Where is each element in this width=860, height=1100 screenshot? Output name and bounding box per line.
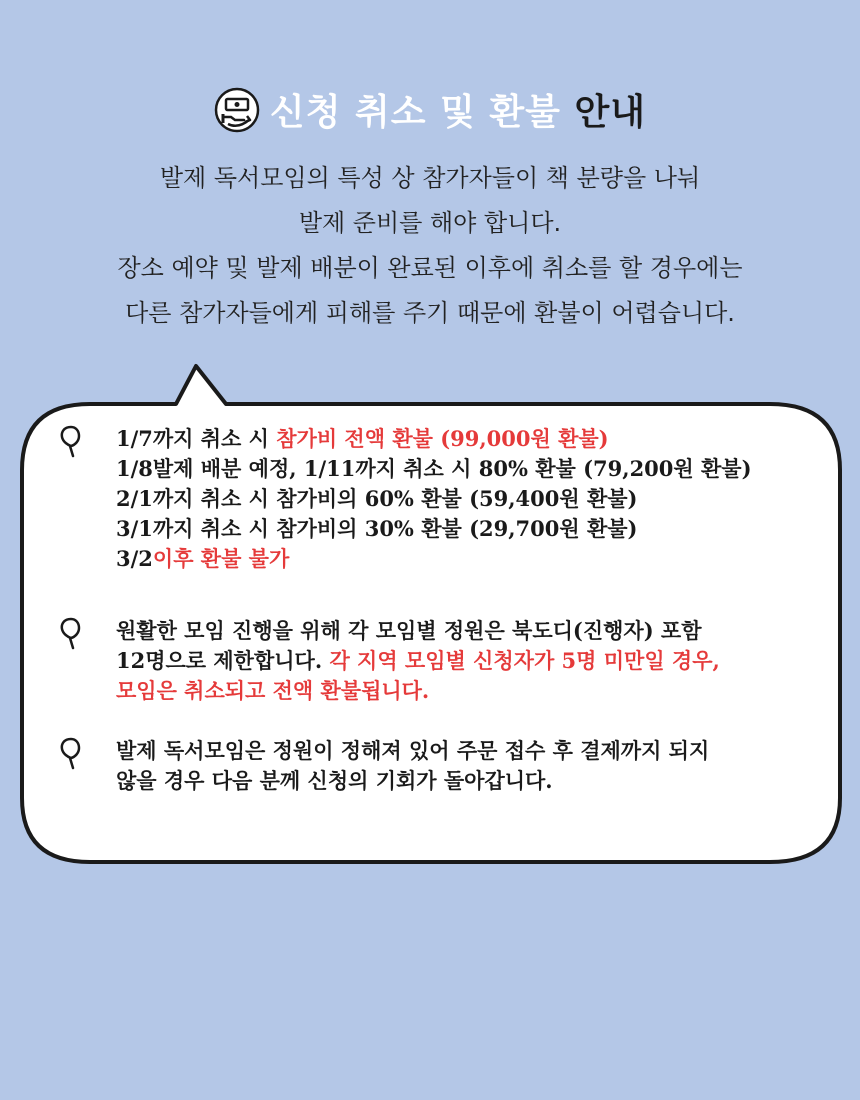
capacity-limit: 12명으로 제한합니다.	[116, 648, 330, 673]
refund-item: 1/8발제 배분 예정, 1/11까지 취소 시 80% 환불 (79,200원 환불)	[116, 456, 752, 481]
refund-none: 이후 환불 불가	[152, 546, 290, 571]
pin-icon	[58, 616, 84, 650]
pin-icon	[58, 424, 84, 458]
payment-notice	[58, 736, 818, 796]
capacity-line	[116, 646, 818, 676]
pin-icon	[58, 736, 84, 770]
intro-text	[0, 156, 860, 336]
intro-line: 다른 참가자들에게 피해를 주기 때문에 환불이 어렵습니다.	[125, 299, 735, 327]
refund-money-icon	[214, 87, 260, 133]
capacity-line: 원활한 모임 진행을 위해 각 모임별 정원은 북도디(진행자) 포함	[116, 618, 702, 643]
refund-deadline: 1/7까지 취소 시	[116, 426, 277, 451]
intro-line: 장소 예약 및 발제 배분이 완료된 이후에 취소를 할 경우에는	[117, 254, 743, 282]
refund-deadline: 3/2	[116, 546, 153, 571]
intro-line: 발제 준비를 해야 합니다.	[298, 209, 562, 237]
payment-line: 않을 경우 다음 분께 신청의 기회가 돌아갑니다.	[116, 768, 553, 793]
refund-schedule	[58, 424, 818, 574]
title-main: 신청 취소 및 환불	[269, 92, 561, 133]
refund-item	[116, 424, 818, 454]
refund-item	[116, 544, 818, 574]
page-header	[0, 84, 860, 135]
payment-line: 발제 독서모임은 정원이 정해져 있어 주문 접수 후 결제까지 되지	[116, 738, 710, 763]
refund-item: 3/1까지 취소 시 참가비의 30% 환불 (29,700원 환불)	[116, 516, 638, 541]
page-title	[270, 84, 646, 135]
intro-line: 발제 독서모임의 특성 상 참가자들이 책 분량을 나눠	[159, 164, 701, 192]
refund-item: 2/1까지 취소 시 참가비의 60% 환불 (59,400원 환불)	[116, 486, 638, 511]
refund-full: 참가비 전액 환불 (99,000원 환불)	[276, 426, 609, 451]
capacity-notice	[58, 616, 818, 706]
title-tail: 안내	[574, 92, 647, 133]
capacity-warning: 각 지역 모임별 신청자가 5명 미만일 경우,	[329, 648, 720, 673]
capacity-line: 모임은 취소되고 전액 환불됩니다.	[116, 678, 430, 703]
